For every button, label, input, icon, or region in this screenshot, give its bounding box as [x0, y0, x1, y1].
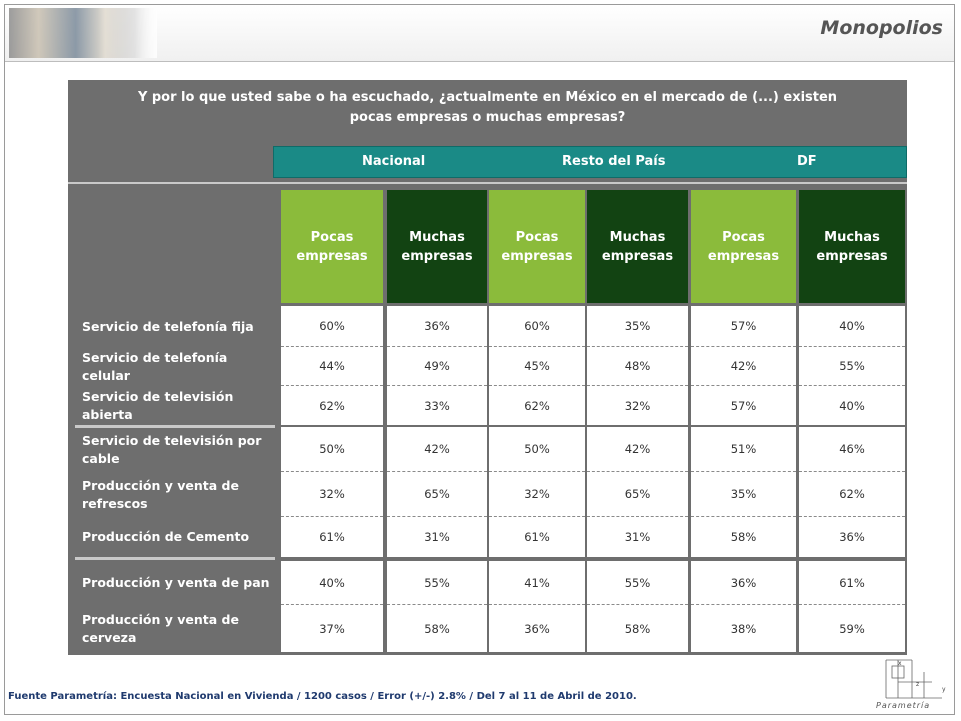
table-cell: 38%	[691, 605, 796, 652]
svg-text:x: x	[898, 660, 902, 667]
logo-wordmark: Parametría	[876, 701, 931, 710]
table-cell: 36%	[691, 561, 796, 605]
table-cell: 57%	[691, 306, 796, 347]
row-label: Producción y venta de pan	[82, 575, 270, 590]
table-cell: 42%	[387, 427, 487, 472]
question-text	[68, 88, 907, 128]
row-label: Producción y venta de refrescos	[82, 477, 239, 511]
col-head-df-pocas: Pocas empresas	[691, 190, 796, 303]
header-photo	[9, 8, 157, 58]
table-cell: 60%	[489, 306, 585, 347]
col-head-resto-pocas: Pocas empresas	[489, 190, 585, 303]
table-cell: 61%	[281, 517, 383, 557]
table-cell: 40%	[281, 561, 383, 605]
table-cell: 65%	[587, 472, 688, 517]
table-cell: 48%	[587, 347, 688, 386]
table-cell: 50%	[489, 427, 585, 472]
table-cell: 65%	[387, 472, 487, 517]
col-head-df-muchas: Muchas empresas	[799, 190, 905, 303]
row-label: Producción de Cemento	[82, 529, 250, 544]
table-cell: 59%	[799, 605, 905, 652]
page-title: Monopolios	[820, 17, 943, 39]
svg-text:z: z	[916, 681, 920, 688]
table-cell: 55%	[799, 347, 905, 386]
table-cell: 62%	[799, 472, 905, 517]
svg-text:y: y	[942, 686, 946, 693]
table-cell: 45%	[489, 347, 585, 386]
table-cell: 55%	[387, 561, 487, 605]
region-header-bar	[273, 146, 907, 178]
col-head-nacional-muchas: Muchas empresas	[387, 190, 487, 303]
row-label: Servicio de telefonía fija	[82, 318, 254, 334]
table-cell: 44%	[281, 347, 383, 386]
table-cell: 32%	[489, 472, 585, 517]
table-cell: 31%	[587, 517, 688, 557]
table-cell: 36%	[799, 517, 905, 557]
table-cell: 40%	[799, 386, 905, 425]
table-cell: 36%	[387, 306, 487, 347]
table-cell: 42%	[691, 347, 796, 386]
table-cell: 46%	[799, 427, 905, 472]
source-note: Fuente Parametría: Encuesta Nacional en Vivienda / 1200 casos / Error (+/-) 2.8% / Del 7 al 11 de Abril de 2010.	[8, 691, 637, 702]
table-cell: 41%	[489, 561, 585, 605]
row-label: Servicio de televisión abierta	[82, 388, 234, 422]
table-cell: 36%	[489, 605, 585, 652]
table-cell: 31%	[387, 517, 487, 557]
table-cell: 57%	[691, 386, 796, 425]
table-cell: 58%	[691, 517, 796, 557]
row-label: Producción y venta de cerveza	[82, 611, 239, 645]
col-head-nacional-pocas: Pocas empresas	[281, 190, 383, 303]
table-cell: 55%	[587, 561, 688, 605]
table-cell: 58%	[587, 605, 688, 652]
group-separator	[75, 425, 275, 428]
table-cell: 50%	[281, 427, 383, 472]
table-cell: 37%	[281, 605, 383, 652]
table-cell: 61%	[799, 561, 905, 605]
question-label: Y por lo que usted sabe o ha escuchado, ¿actualmente en México en el mercado de (...) existen pocas empresas o muchas empresas?	[137, 90, 838, 125]
group-separator	[75, 557, 275, 560]
table-cell: 62%	[489, 386, 585, 425]
table-cell: 51%	[691, 427, 796, 472]
region-nacional: Nacional	[362, 154, 426, 169]
row-label: Servicio de telefonía celular	[82, 349, 228, 383]
region-df: DF	[797, 154, 817, 169]
table-cell: 58%	[387, 605, 487, 652]
col-head-resto-muchas: Muchas empresas	[587, 190, 688, 303]
table-cell: 62%	[281, 386, 383, 425]
region-resto-del-pais: Resto del País	[562, 154, 666, 169]
table-cell: 35%	[587, 306, 688, 347]
header-divider	[68, 182, 907, 184]
table-cell: 49%	[387, 347, 487, 386]
table-cell: 61%	[489, 517, 585, 557]
table-cell: 42%	[587, 427, 688, 472]
table-cell: 32%	[587, 386, 688, 425]
table-cell: 33%	[387, 386, 487, 425]
table-cell: 32%	[281, 472, 383, 517]
table-cell: 35%	[691, 472, 796, 517]
table-cell: 60%	[281, 306, 383, 347]
table-cell: 40%	[799, 306, 905, 347]
row-label: Servicio de televisión por cable	[82, 432, 262, 466]
